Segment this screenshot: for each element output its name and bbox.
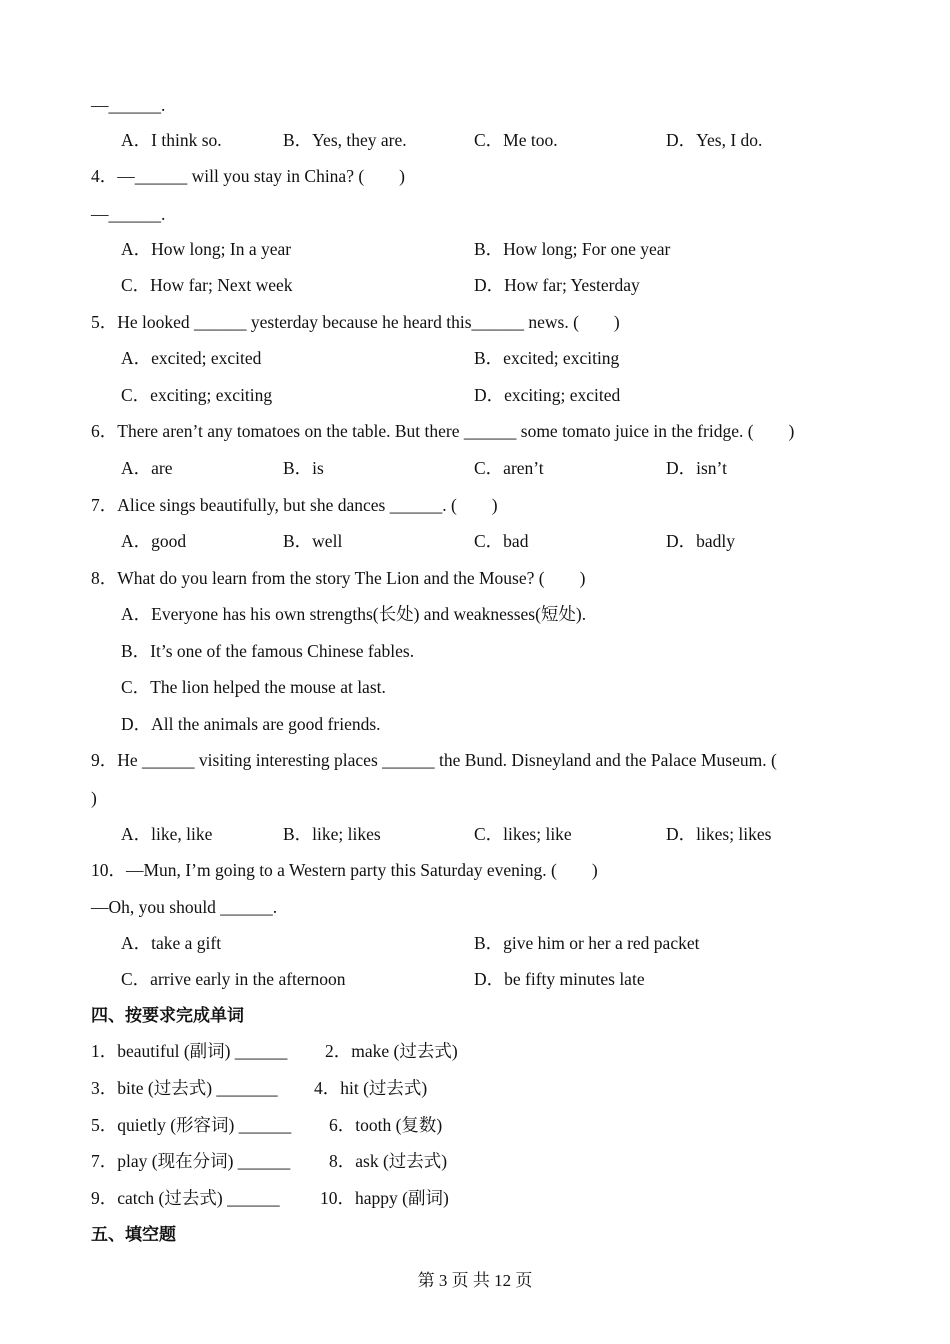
q6-option-a: A．are (121, 458, 173, 478)
q8-stem: 8．What do you learn from the story The Lion and the Mouse? ( ) (91, 568, 586, 588)
q9-option-a: A．like, like (121, 824, 213, 844)
q3-option-d: D．Yes, I do. (666, 130, 763, 150)
section4-item: 8．ask (过去式) (329, 1151, 448, 1171)
section5-heading: 五、填空题 (91, 1225, 176, 1245)
q6-stem: 6．There aren’t any tomatoes on the table. But there ______ some tomato juice in the fridge. ( ) (91, 421, 795, 441)
q5-stem: 5．He looked ______ yesterday because he heard this______ news. ( ) (91, 312, 620, 332)
q8-option-d: D．All the animals are good friends. (121, 714, 381, 734)
page-footer: 第 3 页 共 12 页 (417, 1271, 533, 1290)
q8-option-c: C．The lion helped the mouse at last. (121, 677, 386, 697)
q5-option-c: C．exciting; exciting (121, 385, 273, 405)
q9-option-b: B．like; likes (283, 824, 381, 844)
section4-item: 2．make (过去式) (325, 1041, 458, 1061)
q4-option-b: B．How long; For one year (474, 239, 671, 259)
q4-option-a: A．How long; In a year (121, 239, 292, 259)
q7-option-d: D．badly (666, 531, 736, 551)
q10-stem: 10．—Mun, I’m going to a Western party this Saturday evening. ( ) (91, 860, 598, 880)
q3-option-b: B．Yes, they are. (283, 130, 407, 150)
section4-item: 5．quietly (形容词) ______ (91, 1115, 292, 1135)
section4-item: 9．catch (过去式) ______ (91, 1188, 280, 1208)
q8-option-a: A．Everyone has his own strengths(长处) and weaknesses(短处). (121, 604, 587, 624)
q10-answer-line: —Oh, you should ______. (91, 897, 278, 917)
q7-option-b: B．well (283, 531, 343, 551)
q10-option-a: A．take a gift (121, 933, 222, 953)
q4-option-c: C．How far; Next week (121, 275, 293, 295)
q7-option-c: C．bad (474, 531, 529, 551)
section4-item: 7．play (现在分词) ______ (91, 1151, 291, 1171)
q5-option-d: D．exciting; excited (474, 385, 621, 405)
section4-item: 6．tooth (复数) (329, 1115, 443, 1135)
q3-option-a: A．I think so. (121, 130, 222, 150)
q9-stem: 9．He ______ visiting interesting places ______ the Bund. Disneyland and the Palace Museum. ( (91, 750, 777, 770)
q7-stem: 7．Alice sings beautifully, but she dances ______. ( ) (91, 495, 498, 515)
section4-item: 1．beautiful (副词) ______ (91, 1041, 288, 1061)
q10-option-b: B．give him or her a red packet (474, 933, 700, 953)
q7-option-a: A．good (121, 531, 187, 551)
q4-stem: 4．—______ will you stay in China? ( ) (91, 166, 406, 186)
q6-option-b: B．is (283, 458, 324, 478)
q4-answer-line: —______. (91, 204, 166, 224)
q6-option-d: D．isn’t (666, 458, 727, 478)
q5-option-a: A．excited; excited (121, 348, 262, 368)
q5-option-b: B．excited; exciting (474, 348, 620, 368)
q4-option-d: D．How far; Yesterday (474, 275, 640, 295)
section4-item: 3．bite (过去式) _______ (91, 1078, 278, 1098)
q9-stem-continued: ) (91, 788, 97, 808)
q10-option-d: D．be fifty minutes late (474, 969, 645, 989)
q9-option-c: C．likes; like (474, 824, 572, 844)
q9-option-d: D．likes; likes (666, 824, 772, 844)
section4-heading: 四、按要求完成单词 (91, 1006, 244, 1026)
q8-option-b: B．It’s one of the famous Chinese fables. (121, 641, 415, 661)
q10-option-c: C．arrive early in the afternoon (121, 969, 346, 989)
q3-option-c: C．Me too. (474, 130, 558, 150)
section4-item: 4．hit (过去式) (314, 1078, 428, 1098)
q3-answer-line: —______. (91, 95, 166, 115)
section4-item: 10．happy (副词) (320, 1188, 449, 1208)
q6-option-c: C．aren’t (474, 458, 544, 478)
